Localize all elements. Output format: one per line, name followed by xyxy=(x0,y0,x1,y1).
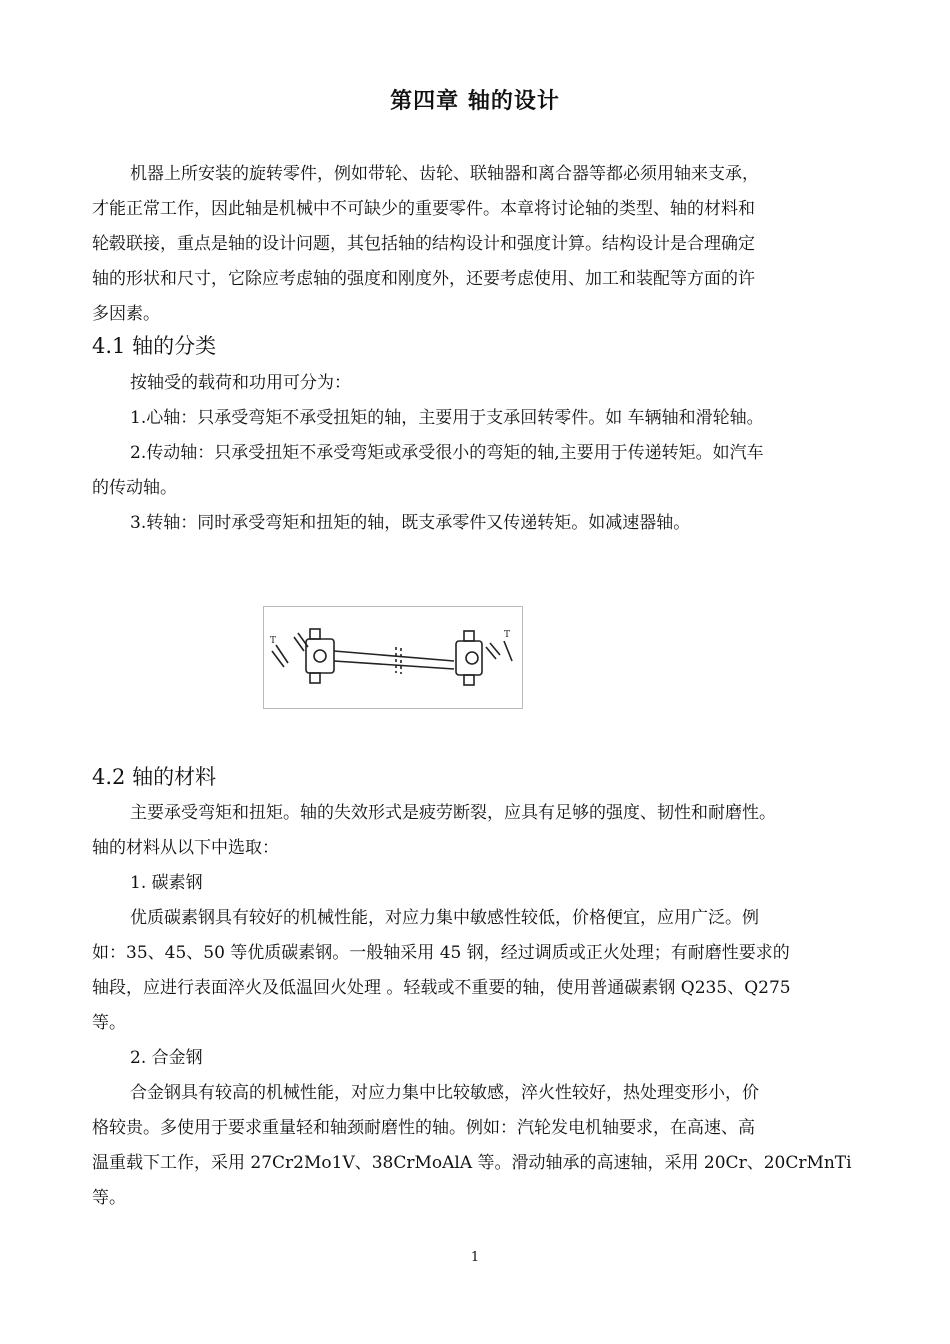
body-line: 格较贵。多使用于要求重量轻和轴颈耐磨性的轴。例如：汽轮发电机轴要求，在高速、高 xyxy=(92,1118,755,1138)
section-heading-4-2: 4.2 轴的材料 xyxy=(92,765,217,789)
svg-text:T: T xyxy=(504,630,511,640)
intro-line: 轴的形状和尺寸，它除应考虑轴的强度和刚度外，还要考虑使用、加工和装配等方面的许 xyxy=(92,269,755,289)
subsection-heading-carbon-steel: 1. 碳素钢 xyxy=(130,873,203,893)
section-4-1-body xyxy=(92,366,852,541)
body-line: 3.转轴：同时承受弯矩和扭矩的轴，既支承零件又传递转矩。如减速器轴。 xyxy=(130,513,691,533)
page-number: 1 xyxy=(470,1250,480,1265)
body-line: 合金钢具有较高的机械性能，对应力集中比较敏感，淬火性较好，热处理变形小，价 xyxy=(130,1083,759,1103)
body-line: 2.传动轴：只承受扭矩不承受弯矩或承受很小的弯矩的轴,主要用于传递转矩。如汽车 xyxy=(130,443,764,463)
body-line: 按轴受的载荷和功用可分为： xyxy=(130,373,351,393)
intro-line: 轮毂联接，重点是轴的设计问题，其包括轴的结构设计和强度计算。结构设计是合理确定 xyxy=(92,234,755,254)
body-line: 等。 xyxy=(92,1013,126,1033)
body-line: 1.心轴：只承受弯矩不承受扭矩的轴，主要用于支承回转零件。如 车辆轴和滑轮轴。 xyxy=(130,408,764,428)
body-line: 主要承受弯矩和扭矩。轴的失效形式是疲劳断裂，应具有足够的强度、韧性和耐磨性。 xyxy=(130,803,776,823)
intro-line: 多因素。 xyxy=(92,304,160,324)
intro-line: 才能正常工作，因此轴是机械中不可缺少的重要零件。本章将讨论轴的类型、轴的材料和 xyxy=(92,199,755,219)
body-line: 如：35、45、50 等优质碳素钢。一般轴采用 45 钢，经过调质或正火处理；有耐磨性要求的 xyxy=(92,943,790,963)
drive-shaft-drawing xyxy=(264,607,522,708)
body-line: 温重载下工作，采用 27Cr2Mo1V、38CrMoAlA 等。滑动轴承的高速轴，采用 20Cr、20CrMnTi xyxy=(92,1153,852,1173)
intro-line: 机器上所安装的旋转零件，例如带轮、齿轮、联轴器和离合器等都必须用轴来支承， xyxy=(130,164,759,184)
body-line: 优质碳素钢具有较好的机械性能，对应力集中敏感性较低，价格便宜，应用广泛。例 xyxy=(130,908,759,928)
body-line: 轴段，应进行表面淬火及低温回火处理 。轻载或不重要的轴，使用普通碳素钢 Q235、Q275 xyxy=(92,978,791,998)
section-4-2-body xyxy=(92,796,852,1216)
body-line: 等。 xyxy=(92,1188,126,1208)
intro-paragraph xyxy=(92,157,852,332)
body-line: 轴的材料从以下中选取： xyxy=(92,838,279,858)
subsection-heading-alloy-steel: 2. 合金钢 xyxy=(130,1048,203,1068)
drive-shaft-figure xyxy=(263,606,523,709)
body-line: 的传动轴。 xyxy=(92,478,177,498)
svg-text:T: T xyxy=(270,636,277,646)
section-heading-4-1: 4.1 轴的分类 xyxy=(92,334,217,358)
page-title: 第四章 轴的设计 xyxy=(390,89,560,114)
